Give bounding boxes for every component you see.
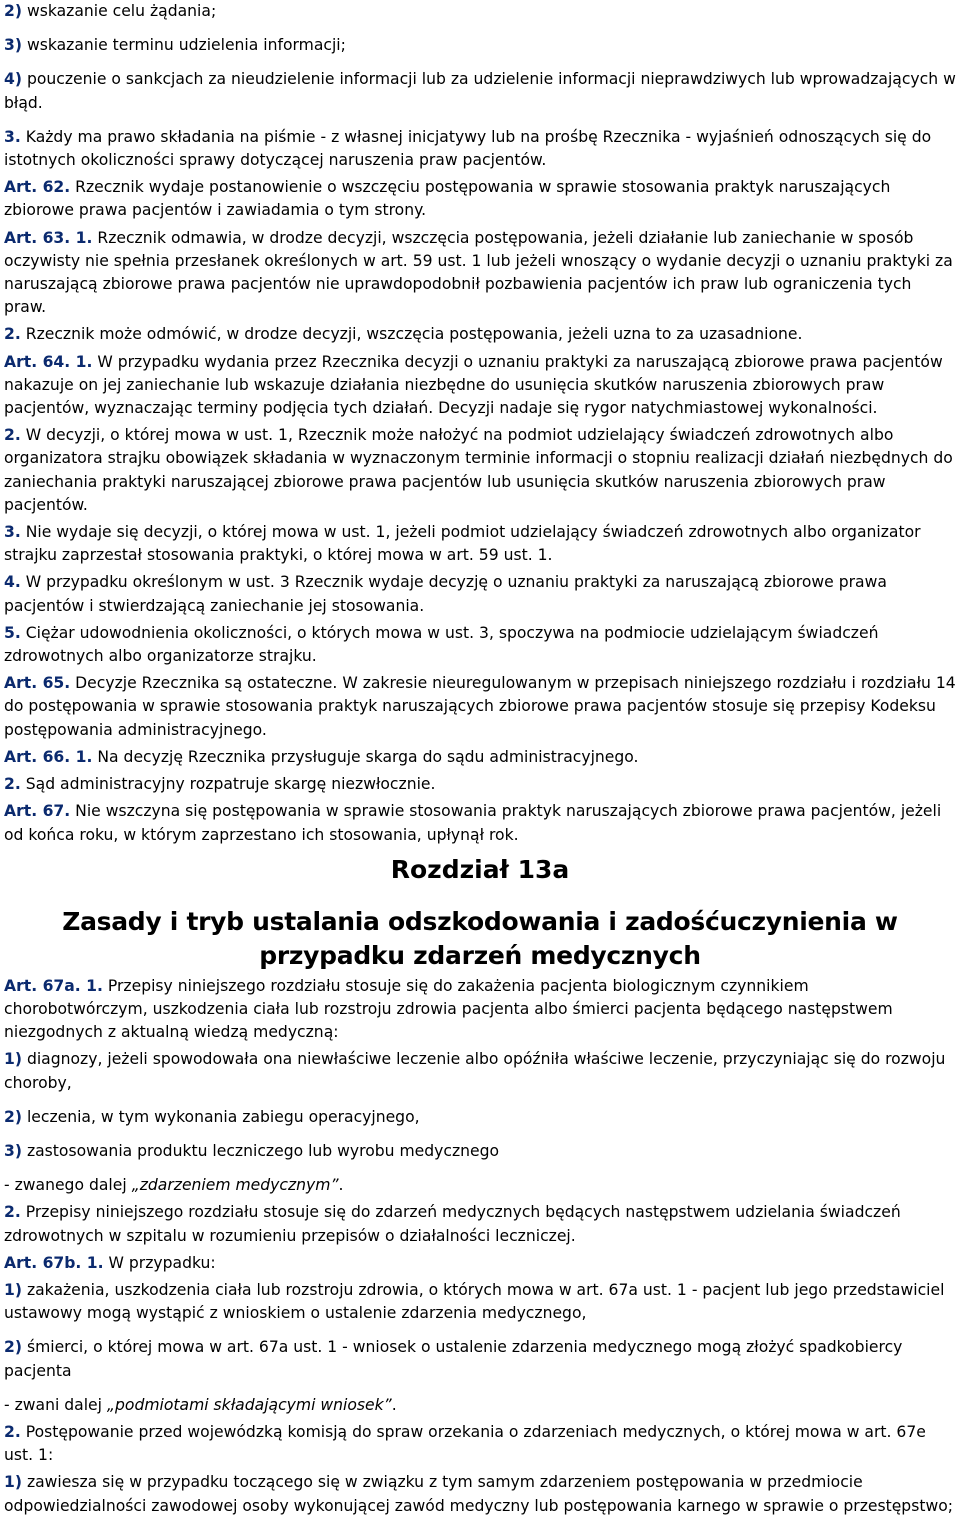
article-65 <box>4 672 956 742</box>
article-67b-2 <box>4 1421 956 1467</box>
definition-line-2 <box>4 1394 956 1417</box>
paragraph-number: 2. <box>4 325 21 344</box>
article-number: Art. 67. <box>4 802 71 821</box>
article-number: Art. 67b. 1. <box>4 1253 104 1272</box>
article-number: Art. 64. 1. <box>4 352 93 371</box>
paragraph-number: 4. <box>4 573 21 592</box>
paragraph-text: Postępowanie przed wojewódzką komisją do spraw orzekania o zdarzeniach medycznych, o której mowa w art. 67e ust. 1: <box>4 1422 926 1465</box>
article-66-2 <box>4 773 956 796</box>
point-number: 2) <box>4 1107 22 1126</box>
section-top <box>4 0 956 847</box>
article-text: Nie wszczyna się postępowania w sprawie stosowania praktyk naruszających zbiorowe prawa pacjentów, jeżeli od końca roku, w którym zaprzestano ich stosowania, upłynął rok. <box>4 802 942 844</box>
paragraph-number: 2. <box>4 775 21 794</box>
article-number: Art. 66. 1. <box>4 747 93 766</box>
paragraph-number: 2. <box>4 1422 21 1441</box>
point-2b <box>4 1336 956 1382</box>
article-64-5 <box>4 622 956 668</box>
chapter-number: Rozdział 13a <box>390 854 570 884</box>
list-item-2 <box>4 0 956 23</box>
item-text: wskazanie celu żądania; <box>21 2 217 20</box>
chapter-title: Zasady i tryb ustalania odszkodowania i zadośćuczynienia w przypadku zdarzeń medycznych <box>62 906 898 970</box>
paragraph-number: 2. <box>4 1203 21 1222</box>
point-1b <box>4 1279 956 1325</box>
paragraph-text: Przepisy niniejszego rozdziału stosuje się do zdarzeń medycznych będących następstwem udzielania świadczeń zdrowotnych w szpitalu w rozumieniu przepisów o działalności leczniczej. <box>4 1203 901 1245</box>
point-number: 2) <box>4 1338 22 1357</box>
article-63-2 <box>4 323 956 346</box>
section-bottom <box>4 975 956 1518</box>
defined-term: „zdarzeniem medycznym” <box>131 1176 339 1195</box>
article-67a-2 <box>4 1201 956 1247</box>
paragraph-text: Rzecznik może odmówić, w drodze decyzji, wszczęcia postępowania, jeżeli uzna to za uzasadnione. <box>20 325 803 344</box>
paragraph-number: 3. <box>4 523 21 542</box>
point-number: 1) <box>4 1280 22 1299</box>
article-62 <box>4 176 956 222</box>
paragraph-number: 3. <box>4 127 21 146</box>
article-number: Art. 63. 1. <box>4 228 93 247</box>
article-number: Art. 65. <box>4 674 71 693</box>
point-1 <box>4 1048 956 1094</box>
point-number: 1) <box>4 1473 22 1492</box>
article-text: Na decyzję Rzecznika przysługuje skarga do sądu administracyjnego. <box>92 747 639 766</box>
article-64-4 <box>4 571 956 617</box>
paragraph-text: Ciężar udowodnienia okoliczności, o których mowa w ust. 3, spoczywa na podmiocie udzielającym świadczeń zdrowotnych albo organizatorze strajku. <box>4 623 879 666</box>
article-66-1 <box>4 746 956 769</box>
paragraph-ust-3 <box>4 126 956 172</box>
paragraph-text: Nie wydaje się decyzji, o której mowa w ust. 1, jeżeli podmiot udzielający świadczeń zdrowotnych albo organizator strajku zaprzestał stosowania praktyki, o której mowa w art. 59 ust. 1. <box>4 523 921 565</box>
point-3 <box>4 1140 956 1163</box>
defined-term: „podmiotami składającymi wniosek” <box>106 1395 392 1414</box>
paragraph-number: 2. <box>4 426 21 445</box>
item-text: wskazanie terminu udzielenia informacji; <box>21 36 346 55</box>
article-text: Decyzje Rzecznika są ostateczne. W zakresie nieuregulowanym w przepisach niniejszego rozdziału i rozdziału 14 do postępowania w sprawie stosowania praktyk naruszających zbiorowe prawa pacjentów stosuje się przepisy Kodeksu postępowania administracyjnego. <box>4 674 956 739</box>
point-number: 3) <box>4 1141 22 1160</box>
article-63-1 <box>4 227 956 320</box>
item-number: 3) <box>4 36 22 55</box>
article-text: Rzecznik odmawia, w drodze decyzji, wszczęcia postępowania, jeżeli działanie lub zaniechanie w sposób oczywisty nie spełnia przesłanek określonych w art. 59 ust. 1 lub jeżeli wnoszący o wydanie decyzji o uznaniu praktyki za naruszającą zbiorowe prawa pacjentów nie uprawdopodobnił pozbawienia pacjentów ich praw lub ograniczenia tych praw. <box>4 228 953 317</box>
article-text: Rzecznik wydaje postanowienie o wszczęciu postępowania w sprawie stosowania praktyk naruszających zbiorowe prawa pacjentów i zawiadamia o tym strony. <box>4 178 891 220</box>
list-item-3 <box>4 34 956 57</box>
article-number: Art. 62. <box>4 178 71 197</box>
paragraph-text: W decyzji, o której mowa w ust. 1, Rzecznik może nałożyć na podmiot udzielający świadczeń zdrowotnych albo organizatora strajku obowiązek składania w wyznaczonym terminie informacji o stopniu realizacji działań niezbędnych do zaniechania praktyki naruszającej zbiorowe prawa pacjentów lub usunięcia skutków naruszenia zbiorowych praw pacjentów. <box>4 426 953 514</box>
article-64-3 <box>4 521 956 567</box>
article-67b-1 <box>4 1252 956 1275</box>
item-number: 4) <box>4 70 22 89</box>
article-text: W przypadku: <box>103 1253 216 1272</box>
point-text: leczenia, w tym wykonania zabiegu operacyjnego, <box>21 1107 420 1126</box>
list-item-4 <box>4 68 956 114</box>
point-text: śmierci, o której mowa w art. 67a ust. 1 - wniosek o ustalenie zdarzenia medycznego mogą złożyć spadkobiercy pacjenta <box>4 1338 903 1380</box>
definition-tail: . <box>391 1395 397 1414</box>
point-text: zakażenia, uszkodzenia ciała lub rozstroju zdrowia, o których mowa w art. 67a ust. 1 - pacjent lub jego przedstawiciel ustawowy mogą wystąpić z wnioskiem o ustalenie zdarzenia medycznego, <box>4 1280 945 1323</box>
point-2 <box>4 1106 956 1129</box>
definition-line <box>4 1174 956 1197</box>
article-67 <box>4 800 956 846</box>
article-number: Art. 67a. 1. <box>4 976 103 995</box>
point-text: diagnozy, jeżeli spowodowała ona niewłaściwe leczenie albo opóźniła właściwe leczenie, przyczyniając się do rozwoju choroby, <box>4 1050 946 1092</box>
paragraph-text: Każdy ma prawo składania na piśmie - z własnej inicjatywy lub na prośbę Rzecznika - wyjaśnień odnoszących się do istotnych okoliczności sprawy dotyczącej naruszenia praw pacjentów. <box>4 127 932 170</box>
paragraph-text: Sąd administracyjny rozpatruje skargę niezwłocznie. <box>20 775 436 794</box>
article-text: W przypadku wydania przez Rzecznika decyzji o uznaniu praktyki za naruszającą zbiorowe prawa pacjentów nakazuje on jej zaniechanie lub wskazuje działania niezbędne do usunięcia skutków naruszenia zbiorowych praw pacjentów, wyznaczając terminy podjęcia tych działań. Decyzji nadaje się rygor natychmiastowej wykonalności. <box>4 352 943 418</box>
point-text: zastosowania produktu leczniczego lub wyrobu medycznego <box>21 1141 500 1160</box>
item-number: 2) <box>4 2 22 20</box>
article-64-2 <box>4 424 956 517</box>
item-text: pouczenie o sankcjach za nieudzielenie informacji lub za udzielenie informacji nieprawdziwych lub wprowadzających w błąd. <box>4 70 956 112</box>
definition-text: - zwani dalej <box>4 1395 107 1414</box>
paragraph-text: W przypadku określonym w ust. 3 Rzecznik wydaje decyzję o uznaniu praktyki za naruszającą zbiorowe prawa pacjentów i stwierdzającą zaniechanie jej stosowania. <box>4 573 887 615</box>
article-text: Przepisy niniejszego rozdziału stosuje się do zakażenia pacjenta biologicznym czynnikiem chorobotwórczym, uszkodzenia ciała lub rozstroju zdrowia pacjenta albo śmierci pacjenta będącego następstwem niezgodnych z aktualną wiedzą medyczną: <box>4 976 893 1042</box>
point-text: zawiesza się w przypadku toczącego się w związku z tym samym zdarzeniem postępowania w przedmiocie odpowiedzialności zawodowej osoby wykonującej zawód medyczny lub postępowania karnego w sprawie o przestępstwo; <box>4 1473 953 1515</box>
point-1c <box>4 1471 956 1517</box>
article-64-1 <box>4 351 956 421</box>
definition-text: - zwanego dalej <box>4 1176 132 1195</box>
point-number: 1) <box>4 1050 22 1069</box>
definition-tail: . <box>338 1176 344 1195</box>
paragraph-number: 5. <box>4 623 21 642</box>
article-67a-1 <box>4 975 956 1045</box>
